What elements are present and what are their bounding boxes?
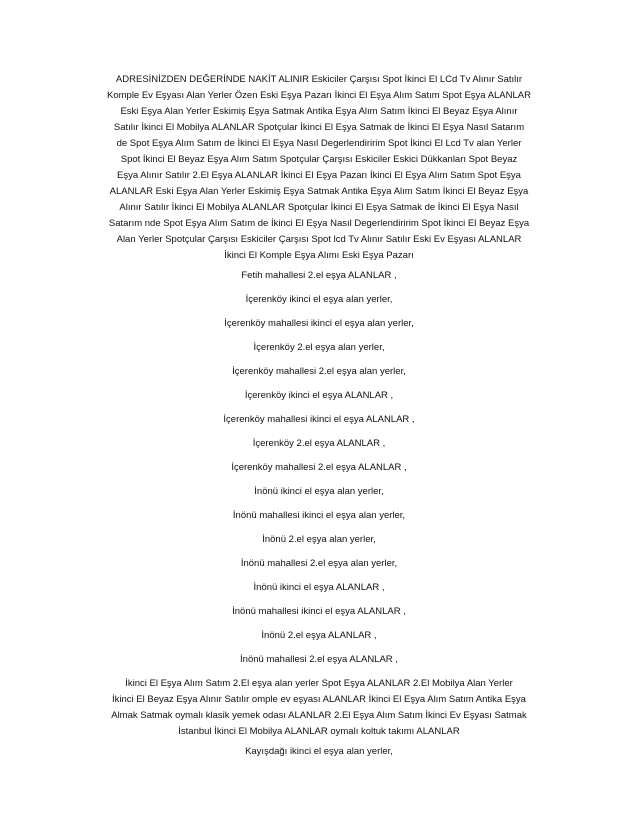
intro-paragraph [90,72,548,264]
outro-paragraph [90,676,548,740]
list-item: İçerenköy 2.el eşya ALANLAR , [252,438,386,449]
intro-line: Alan Yerler Spotçular Çarşısı Eskiciler Çarşısı Spot lcd Tv Alınır Satılır Eski Ev Eşyası ALANLAR [116,234,522,245]
list-item: İnönü mahallesi 2.el eşya alan yerler, [240,558,398,569]
intro-line: Satarım nde Spot Eşya Alım Satım de İkinci El Eşya Nasıl Degerlendiririm Spot İkinci El Beyaz Eşya [108,218,530,229]
document-page [90,72,548,768]
intro-line: ADRESİNİZDEN DEĞERİNDE NAKİT ALINIR Eskiciler Çarşısı Spot İkinci El LCd Tv Alınır Satılır [115,74,523,85]
intro-line: Alınır Satılır İkinci El Mobilya ALANLAR Spotçular İkinci El Eşya Satmak de İkinci El Eşya Nasıl [119,202,519,213]
outro-line: Almak Satmak oymalı klasik yemek odası ALANLAR 2.El Eşya Alım Satım İkinci Ev Eşyası Satmak [111,710,527,721]
list-item: İçerenköy ikinci el eşya ALANLAR , [244,390,394,401]
intro-line: Eşya Alınır Satılır 2.El Eşya ALANLAR İkinci El Eşya Pazarı İkinci El Eşya Alım Satım Spot Eşya [117,170,521,181]
intro-line: de Spot Eşya Alım Satım de İkinci El Eşya Nasıl Degerlendiririm Spot İkinci El Lcd Tv alan Yerler [116,138,522,149]
list-item: İçerenköy ikinci el eşya alan yerler, [245,294,393,305]
intro-line: İkinci El Komple Eşya Alımı Eski Eşya Pazarı [224,250,414,261]
list-item: İçerenköy mahallesi 2.el eşya ALANLAR , [231,462,407,473]
item-list [90,268,548,668]
list-item: İçerenköy mahallesi 2.el eşya alan yerler, [232,366,406,377]
list-item: İnönü ikinci el eşya ALANLAR , [253,582,385,593]
intro-line: ALANLAR Eski Eşya Alan Yerler Eskimiş Eşya Satmak Antika Eşya Alım Satım İkinci El Beyaz Eşya [109,186,529,197]
outro-line: İkinci El Beyaz Eşya Alınır Satılır omple ev eşyası ALANLAR İkinci El Eşya Alım Satım Antika Eşya [112,694,526,705]
list-item: Fetih mahallesi 2.el eşya ALANLAR , [241,270,397,281]
outro-line: İstanbul İkinci El Mobilya ALANLAR oymalı koltuk takımı ALANLAR [178,726,460,737]
list-item: İnönü ikinci el eşya alan yerler, [254,486,384,497]
list-item: İçerenköy mahallesi ikinci el eşya ALANLAR , [223,414,415,425]
list-item: İnönü mahallesi 2.el eşya ALANLAR , [240,654,398,665]
intro-line: Spot İkinci El Beyaz Eşya Alım Satım Spotçular Çarşısı Eskiciler Eskici Dükkanları Spot Beyaz [120,154,518,165]
intro-line: Satılır İkinci El Mobilya ALANLAR Spotçular İkinci El Eşya Satmak de İkinci El Eşya Nasıl Satarım [113,122,525,133]
list-item: İnönü 2.el eşya alan yerler, [262,534,376,545]
list-item: İnönü 2.el eşya ALANLAR , [261,630,377,641]
list-item: İçerenköy mahallesi ikinci el eşya alan yerler, [224,318,414,329]
intro-line: Eski Eşya Alan Yerler Eskimiş Eşya Satmak Antika Eşya Alım Satım İkinci El Beyaz Eşya Alınır [120,106,518,117]
list-item-last: Kayışdağı ikinci el eşya alan yerler, [245,746,393,757]
intro-line: Komple Ev Eşyası Alan Yerler Özen Eski Eşya Pazarı İkinci El Eşya Alım Satım Spot Eşya ALANLAR [107,90,531,101]
outro-line: İkinci El Eşya Alım Satım 2.El eşya alan yerler Spot Eşya ALANLAR 2.El Mobilya Alan Yerler [125,678,513,689]
list-item: İçerenköy 2.el eşya alan yerler, [253,342,385,353]
list-item: İnönü mahallesi ikinci el eşya ALANLAR , [232,606,406,617]
list-item: İnönü mahallesi ikinci el eşya alan yerler, [232,510,406,521]
